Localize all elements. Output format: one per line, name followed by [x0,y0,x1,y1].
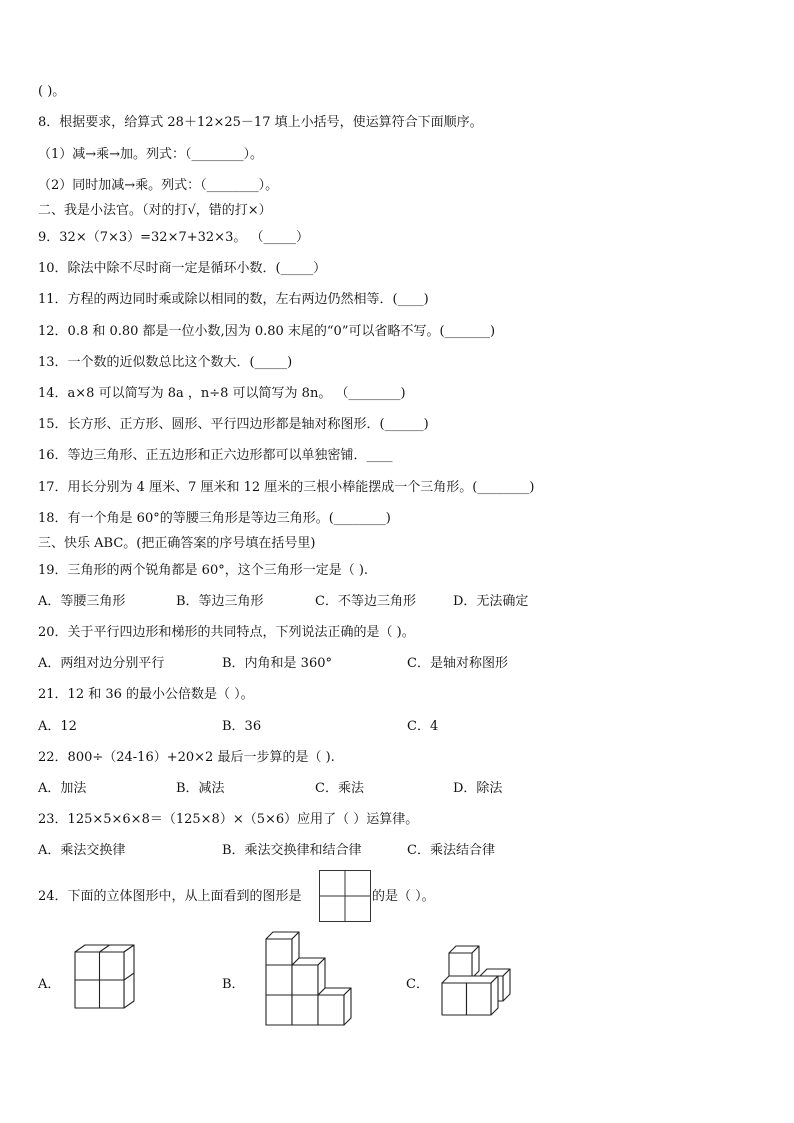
q16: 16．等边三角形、正五边形和正六边形都可以单独密铺．____ [38,448,393,463]
option-c: C．不等边三角形 [315,594,416,609]
q23: 23．125×5×6×8＝（125×8）×（5×6）应用了（ ）运算律。 [38,812,419,827]
q13: 13．一个数的近似数总比这个数大．(_____) [38,355,293,370]
option-b: B．内角和是 360° [222,656,332,671]
q14: 14．a×8 可以简写为 8a ，n÷8 可以简写为 8n。 （________) [38,386,406,401]
top-view-figure [319,870,371,922]
option-c: C．是轴对称图形 [407,656,508,671]
q22: 22．800÷（24-16）+20×2 最后一步算的是（ ). [38,750,335,765]
q9: 9．32×（7×3）=32×7+32×3。 （_____） [38,230,309,245]
q24-stem-before: 24．下面的立体图形中，从上面看到的图形是 [38,889,302,904]
q8-part2: （2）同时加减→乘。列式：（________）。 [38,178,279,193]
q8-stem: 8．根据要求，给算式 28＋12×25－17 填上小括号，使运算符合下面顺序。 [38,115,483,130]
q21: 21．12 和 36 的最小公倍数是（ ）。 [38,687,254,702]
section-3-title: 三、快乐 ABC。(把正确答案的序号填在括号里) [38,536,316,551]
q12: 12．0.8 和 0.80 都是一位小数,因为 0.80 末尾的“0”可以省略不写。(_______) [38,324,496,339]
section-2-title: 二、我是小法官。（对的打√，错的打×） [38,203,272,218]
option-a: A．加法 [38,781,87,796]
figure-b-cubes [262,931,356,1029]
q19: 19．三角形的两个锐角都是 60°，这个三角形一定是（ ). [38,563,369,578]
option-c: C．4 [407,719,439,734]
option-b: B．36 [222,719,262,734]
option-c: C．乘法 [315,781,364,796]
option-c: C．乘法结合律 [407,843,495,858]
option-a: A．乘法交换律 [38,843,126,858]
q11: 11．方程的两边同时乘或除以相同的数，左右两边仍然相等．(____) [38,292,429,307]
q17: 17．用长分别为 4 厘米、7 厘米和 12 厘米的三根小棒能摆成一个三角形。(________) [38,480,535,495]
figure-c-cubes [440,942,512,1018]
q7-tail: ( )。 [38,84,66,99]
q18: 18．有一个角是 60°的等腰三角形是等边三角形。(________) [38,511,391,526]
q24-label-a: A． [38,977,61,992]
option-d: D．除法 [453,781,503,796]
option-d: D．无法确定 [453,594,529,609]
option-b: B．减法 [176,781,225,796]
q10: 10．除法中除不尽时商一定是循环小数．(_____） [38,261,327,276]
option-a: A．两组对边分别平行 [38,656,165,671]
q24-label-b: B． [222,977,245,992]
option-a: A．等腰三角形 [38,594,126,609]
q15: 15．长方形、正方形、圆形、平行四边形都是轴对称图形．(______) [38,417,429,432]
q24-stem-after: 的是（ ）。 [372,889,435,904]
q24-label-c: C． [406,977,429,992]
figure-a-cubes [72,942,138,1012]
option-b: B．乘法交换律和结合律 [222,843,362,858]
option-b: B．等边三角形 [176,594,264,609]
q8-part1: （1）减→乘→加。列式：（________）。 [38,147,264,162]
option-a: A．12 [38,719,77,734]
q20: 20．关于平行四边形和梯形的共同特点，下列说法正确的是（ )。 [38,625,415,640]
